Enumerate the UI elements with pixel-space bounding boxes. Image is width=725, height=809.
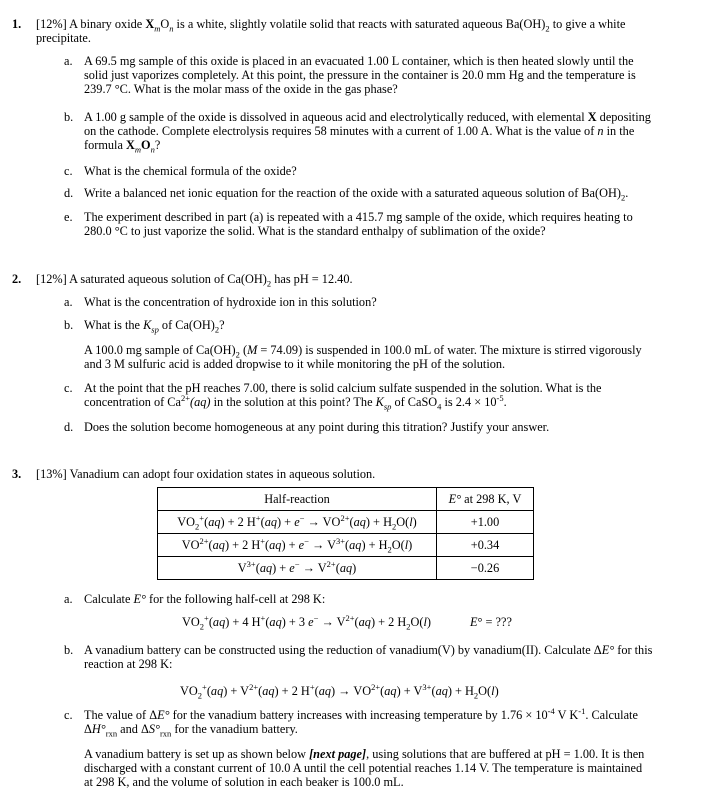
question-3-intro: [13%] Vanadium can adopt four oxidation states in aqueous solution.	[36, 467, 376, 481]
part-label: b.	[64, 643, 74, 657]
q3-part-c-text: The value of ΔE° for the vanadium battery increases with increasing temperature by $1.76 \times 10^{-4}$ V $K^{-1}$. Calculate $\Delta H^\circ_{rxn}$ and $\Delta S^\circ_{rxn}$ for the vanadium battery.	[84, 705, 638, 739]
q3-part-b-text: A vanadium battery can be constructed using the reduction of vanadium(V) by vanadium(II). Calculate ΔE° for this reaction at 298 K:	[84, 643, 653, 672]
table-header-row	[158, 488, 534, 511]
q3-part-a-text: Calculate E° for the following half-cell at 298 K:	[84, 592, 326, 606]
part-label: d.	[64, 420, 74, 434]
question-2	[0, 264, 725, 444]
half-reaction-table	[157, 487, 534, 580]
part-label: c.	[64, 708, 73, 722]
q3-part-b-equation: $VO_2^+(aq) + V^{2+}(aq) + 2$ $H^+(aq) \to VO^{2+}(aq) + V^{3+}(aq) + H_2O(l)$	[180, 681, 499, 701]
table-cell-potential: +1.00	[437, 511, 534, 534]
table-cell-reaction: $VO^{2+}(aq) + 2$ $H^+(aq) + e^- \to V^{3+}(aq) + H_2O(l)$	[158, 534, 437, 557]
question-1-intro: [12%] A binary oxide $X_mO_n$ is a white, slightly volatile solid that reacts with saturated aqueous $Ba(OH)_2$ to give a white	[36, 17, 626, 34]
question-1-number: 1.	[12, 17, 22, 31]
part-label: c.	[64, 381, 73, 395]
q2-part-a-text: What is the concentration of hydroxide ion in this solution?	[84, 295, 377, 309]
q1-part-b-text: A 1.00 g sample of the oxide is dissolved in aqueous acid and electrolytically reduced, with elemental X depositing on the cathode. Complete electrolysis requires 58 minutes with a current of 1.00 A. What is the value of n in the formula $X_mO_n$?	[84, 110, 651, 155]
table-row	[158, 557, 534, 580]
question-1-intro-line2: precipitate.	[36, 31, 91, 45]
table-cell-reaction: $VO_2^+(aq) + 2$ $H^+(aq) + e^- \to VO^{2+}(aq) + H_2O(l)$	[158, 511, 437, 534]
q2-part-b-text: What is the $K_{sp}$ of $Ca(OH)_2$?	[84, 318, 225, 335]
q2-part-c-text: At the point that the pH reaches 7.00, there is solid calcium sulfate suspended in the solution. What is the concentration of $Ca^{2+}(aq)$ in the solution at this point? The $K_{sp}$ of CaSO$_4$ is $2.4 \times 10^{-5}$.	[84, 381, 602, 412]
part-label: b.	[64, 318, 74, 332]
q1-part-a-text: A 69.5 mg sample of this oxide is placed in an evacuated 1.00 L container, which is then heated slowly until the solid just vaporizes completely. At this point, the pressure in the container is 20.0 mm Hg and the temperature is 239.7 °C. What is the molar mass of the oxide in the gas phase?	[84, 54, 636, 97]
question-2-number: 2.	[12, 272, 22, 286]
q3-part-a-equation-value: E° = ???	[470, 615, 512, 629]
table-row	[158, 534, 534, 557]
q1-part-d-text: Write a balanced net ionic equation for the reaction of the oxide with a saturated aqueous solution of $Ba(OH)_2$.	[84, 186, 629, 203]
q3-paragraph: A vanadium battery is set up as shown below [next page], using solutions that are buffered at pH = 1.00. It is then discharged with a constant current of 10.0 A until the cell potential reaches 1.14 V. The temperature is maintained at 298 K, and the volume of solution in each beaker is 100.0 mL.	[84, 747, 645, 790]
table-header-reaction: Half-reaction	[158, 488, 437, 511]
q1-part-e-text: The experiment described in part (a) is repeated with a 415.7 mg sample of the oxide, which requires heating to 280.0 °C to just vaporize the solid. What is the standard enthalpy of sublimation of the oxide?	[84, 210, 633, 239]
table-row	[158, 511, 534, 534]
part-label: a.	[64, 54, 73, 68]
table-cell-reaction: $V^{3+}(aq) + e^- \to V^{2+}(aq)$	[158, 557, 437, 580]
part-label: a.	[64, 592, 73, 606]
question-3-number: 3.	[12, 467, 22, 481]
table-cell-potential: −0.26	[437, 557, 534, 580]
part-label: b.	[64, 110, 74, 124]
table-header-potential: E° at 298 K, V	[437, 488, 534, 511]
part-label: a.	[64, 295, 73, 309]
part-label: e.	[64, 210, 73, 224]
table-cell-potential: +0.34	[437, 534, 534, 557]
q2-part-d-text: Does the solution become homogeneous at any point during this titration? Justify your answer.	[84, 420, 550, 434]
q2-paragraph: A 100.0 mg sample of $Ca(OH)_2$ (M = 74.09) is suspended in 100.0 mL of water. The mixture is stirred vigorously and 3 M sulfuric acid is added dropwise to it while monitoring the pH of the solution.	[84, 343, 642, 372]
q1-part-c-text: What is the chemical formula of the oxide?	[84, 164, 297, 178]
question-1	[0, 0, 725, 250]
q3-part-a-equation: $VO_2^+(aq) + 4$ H+(aq) + 3 $e^- \to V^{2+}(aq) + 2$ $H_2O(l)$	[182, 612, 432, 632]
part-label: c.	[64, 164, 73, 178]
question-2-intro: [12%] A saturated aqueous solution of $Ca(OH)_2$ has pH = 12.40.	[36, 272, 353, 289]
part-label: d.	[64, 186, 74, 200]
